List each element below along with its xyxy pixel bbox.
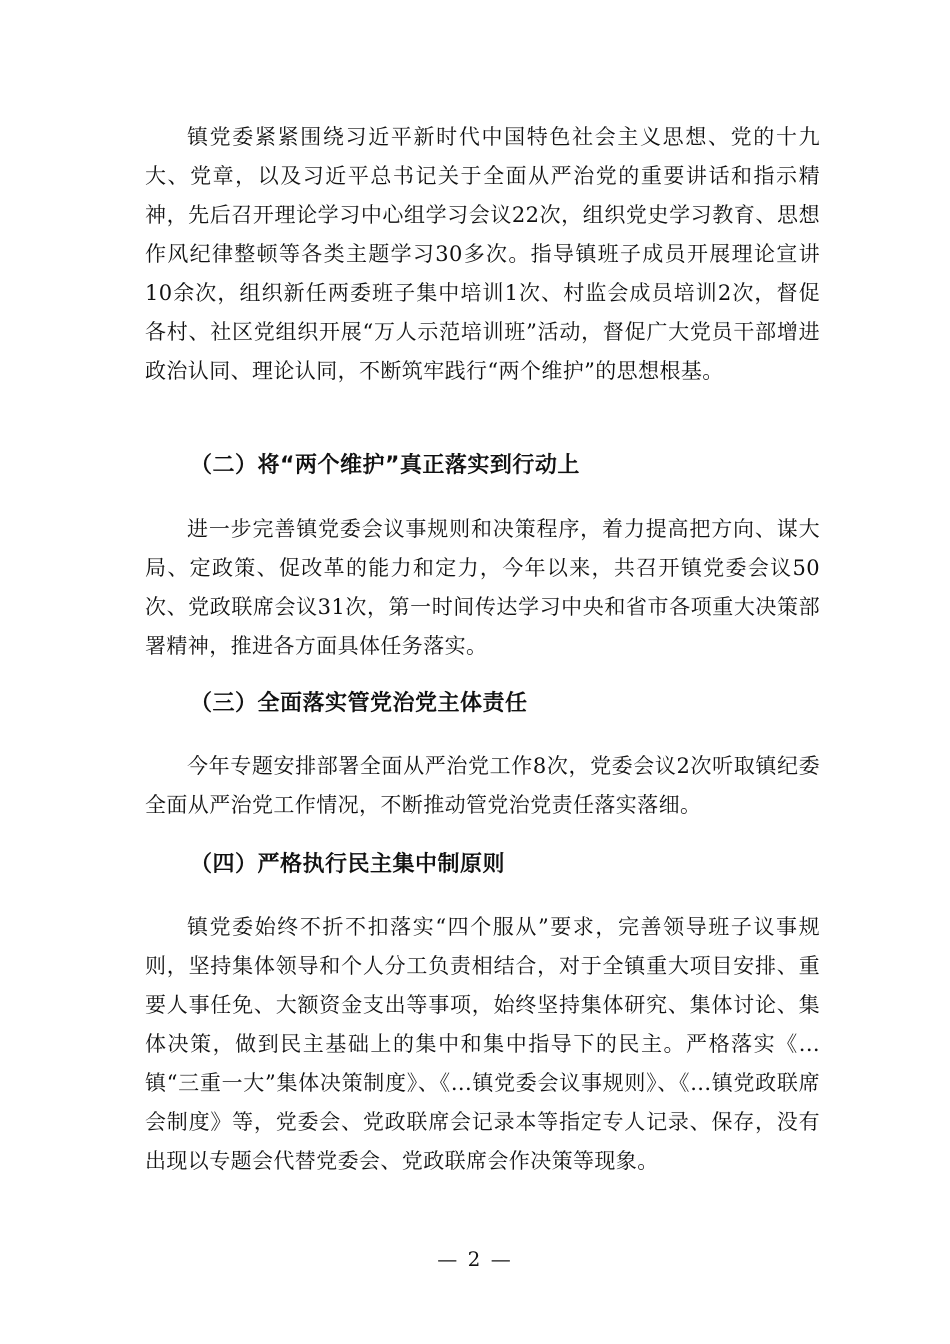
body-paragraph-party-responsibility: 今年专题安排部署全面从严治党工作8次，党委会议2次听取镇纪委全面从严治党工作情况，不断推动管党治党责任落实落细。 (145, 754, 820, 817)
section-heading-three: （三）全面落实管党治党主体责任 (190, 691, 528, 716)
section-heading-four: （四）严格执行民主集中制原则 (190, 852, 506, 877)
page-number: — 2 — (437, 1247, 513, 1271)
body-paragraph-theory-study: 镇党委紧紧围绕习近平新时代中国特色社会主义思想、党的十九大、党章，以及习近平总书记关于全面从严治党的重要讲话和指示精神，先后召开理论学习中心组学习会议22次，组织党史学习教育、思想作风纪律整顿等各类主题学习30多次。指导镇班子成员开展理论宣讲10余次，组织新任两委班子集中培训1次、村监会成员培训2次，督促各村、社区党组织开展“万人示范培训班”活动，督促广大党员干部增进政治认同、理论认同，不断筑牢践行“两个维护”的思想根基。 (145, 125, 820, 383)
section-heading-two: （二）将“两个维护”真正落实到行动上 (190, 453, 580, 478)
body-paragraph-decision-rules: 进一步完善镇党委会议事规则和决策程序，着力提高把方向、谋大局、定政策、促改革的能力和定力，今年以来，共召开镇党委会议50次、党政联席会议31次，第一时间传达学习中央和省市各项重大决策部署精神，推进各方面具体任务落实。 (145, 517, 820, 658)
body-paragraph-democratic-centralism: 镇党委始终不折不扣落实“四个服从”要求，完善领导班子议事规则，坚持集体领导和个人分工负责相结合，对于全镇重大项目安排、重要人事任免、大额资金支出等事项，始终坚持集体研究、集体讨论、集体决策，做到民主基础上的集中和集中指导下的民主。严格落实《...镇“三重一大”集体决策制度》、《...镇党委会议事规则》、《...镇党政联席会制度》等，党委会、党政联席会记录本等指定专人记录、保存，没有出现以专题会代替党委会、党政联席会作决策等现象。 (145, 915, 820, 1173)
